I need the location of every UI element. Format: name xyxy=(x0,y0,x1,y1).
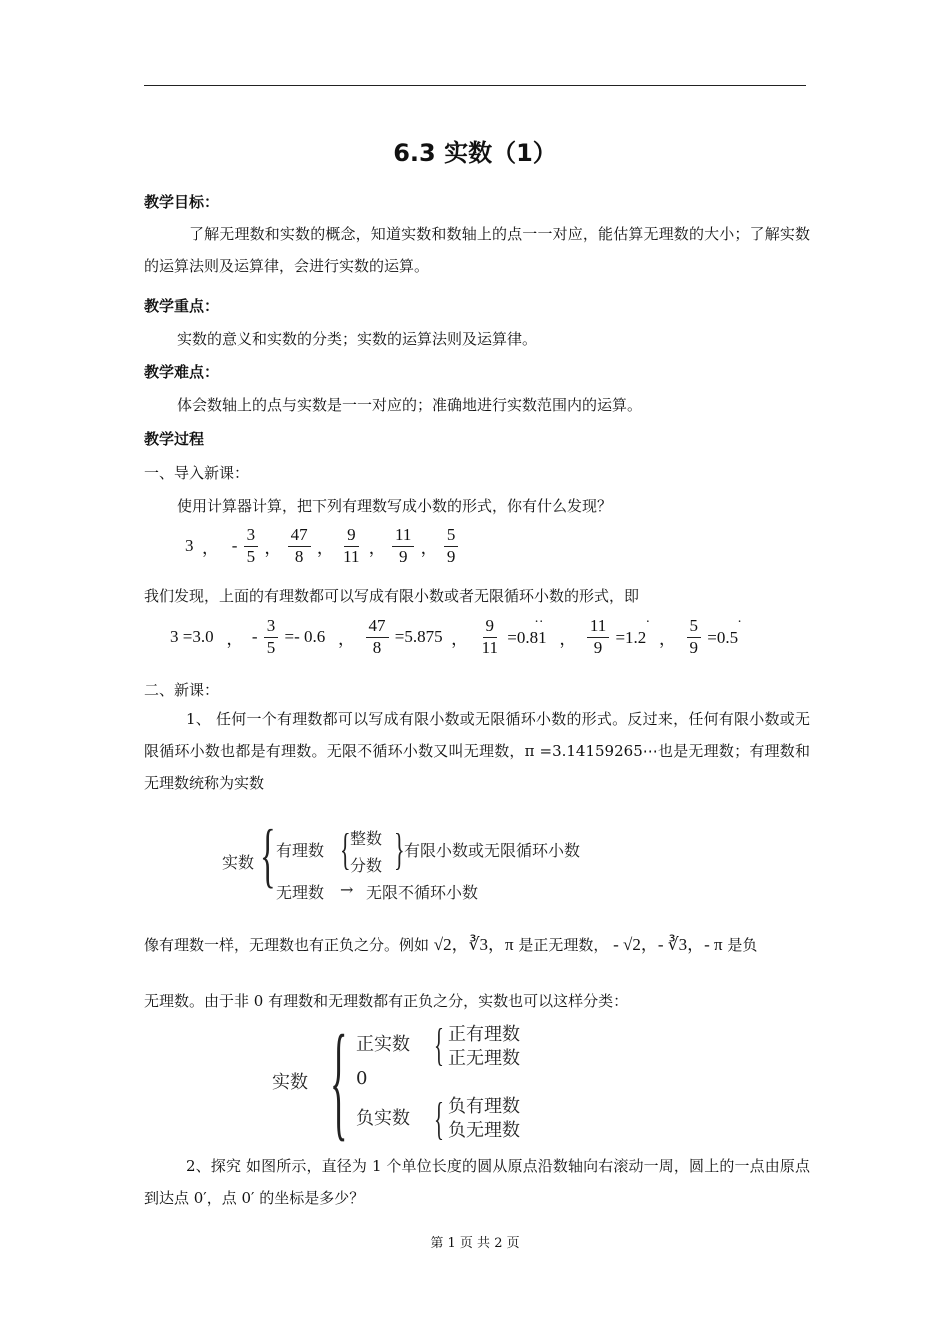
class1-sub-brace-right: } xyxy=(394,825,405,874)
negative-irrational-examples: - √2，- ∛3，- π xyxy=(613,935,723,954)
decimal-results: 3 =3.0 ， - $\frac{3}{5}$ =- 0.6 ， $\frac{47}{8}$ =5.875 ， $\frac{9}{11}$ =0.81 ·· ， $\frac{11}{9}$ =1.2 · ， $\frac{5}{9}$ =0.5 · xyxy=(170,614,742,657)
class2-neg-irrational: 负无理数 xyxy=(448,1120,520,1141)
result-4: =1.2 · xyxy=(615,614,651,647)
fraction-1: $\frac{3}{5}$ xyxy=(244,526,259,566)
point-2-text: 2、探究 如图所示，直径为 1 个单位长度的圆从原点沿数轴向右滚动一周，圆上的一点由原点到达点 0′，点 0′ 的坐标是多少？ xyxy=(144,1157,810,1207)
class1-irrational: 无理数 xyxy=(276,883,325,902)
result-0: 3 =3.0 xyxy=(170,627,214,647)
class1-fraction: 分数 xyxy=(350,856,383,875)
positive-irrational-examples: √2，∛3，π xyxy=(433,935,514,954)
page-footer: 第 1 页 共 2 页 xyxy=(430,1236,520,1251)
class2-brace: { xyxy=(330,1009,348,1153)
result-2: =5.875 xyxy=(394,627,443,647)
sign-text-line-2: 无理数。由于非 0 有理数和无理数都有正负之分，实数也可以这样分类： xyxy=(144,992,629,1010)
key-points-heading: 教学重点： xyxy=(144,297,220,315)
class2-pos-irrational: 正无理数 xyxy=(448,1048,520,1069)
difficulties-heading: 教学难点： xyxy=(144,363,220,381)
objectives-heading: 教学目标： xyxy=(144,193,220,211)
page-title: 6.3 实数（1） xyxy=(393,139,557,167)
number-3: 3 xyxy=(185,536,194,556)
result-3: =0.81 ·· xyxy=(507,614,547,647)
header-rule xyxy=(144,85,806,86)
fraction-list: 3 ， - $\frac{3}{5}$ ， $\frac{47}{8}$ ， $\frac{9}{11}$ ， $\frac{11}{9}$ ， $\frac{5}{9}$ xyxy=(185,526,460,566)
class2-positive: 正实数 xyxy=(356,1034,410,1055)
result-fraction-2: $\frac{47}{8}$ xyxy=(366,617,389,657)
finding-text: 我们发现，上面的有理数都可以写成有限小数或者无限循环小数的形式，即 xyxy=(144,587,640,605)
class1-irrational-desc: 无限不循环小数 xyxy=(366,883,479,902)
class2-pos-rational: 正有理数 xyxy=(448,1024,520,1045)
class1-integer: 整数 xyxy=(350,829,383,848)
classification-diagram-2 xyxy=(272,1009,612,1153)
task-text: 使用计算器计算，把下列有理数写成小数的形式，你有什么发现？ xyxy=(177,497,613,515)
classification-diagram-1 xyxy=(222,815,642,910)
class2-root: 实数 xyxy=(272,1072,308,1093)
class1-arrow: → xyxy=(340,880,354,899)
fraction-2: $\frac{47}{8}$ xyxy=(288,526,311,566)
fraction-5: $\frac{5}{9}$ xyxy=(444,526,459,566)
point-1-text: 1、 任何一个有理数都可以写成有限小数或无限循环小数的形式。反过来，任何有限小数或无限循环小数也都是有理数。无限不循环小数又叫无理数，π =3.14159265⋯也是无理数；有理数和无理数统称为实数 xyxy=(144,710,810,792)
result-fraction-3: $\frac{9}{11}$ xyxy=(481,616,498,657)
class2-negative: 负实数 xyxy=(356,1108,410,1129)
fraction-3: $\frac{9}{11}$ xyxy=(343,525,360,566)
result-5: =0.5 · xyxy=(707,614,742,647)
sign-text-line: 像有理数一样，无理数也有正负之分。例如 √2，∛3，π 是正无理数， - √2，- ∛3，- π 是负 xyxy=(144,935,758,954)
result-fraction-1: $\frac{3}{5}$ xyxy=(264,617,279,657)
result-fraction-4: $\frac{11}{9}$ xyxy=(587,617,609,657)
class1-sub-brace-left: { xyxy=(340,825,351,874)
process-heading: 教学过程 xyxy=(144,430,205,448)
difficulties-text: 体会数轴上的点与实数是一一对应的；准确地进行实数范围内的运算。 xyxy=(177,396,643,414)
key-points-text: 实数的意义和实数的分类；实数的运算法则及运算律。 xyxy=(177,330,538,348)
section-1-heading: 一、导入新课： xyxy=(144,464,250,482)
result-fraction-5: $\frac{5}{9}$ xyxy=(687,617,702,657)
fraction-1-sign: - xyxy=(231,536,238,556)
fraction-4: $\frac{11}{9}$ xyxy=(392,526,414,566)
class1-root: 实数 xyxy=(222,853,255,872)
result-1: =- 0.6 xyxy=(284,627,326,647)
class1-rational: 有理数 xyxy=(276,841,325,860)
class1-brace: { xyxy=(260,815,276,895)
class2-zero: 0 xyxy=(356,1068,368,1089)
class2-neg-rational: 负有理数 xyxy=(448,1096,520,1117)
class2-neg-brace: { xyxy=(434,1093,444,1144)
class2-pos-brace: { xyxy=(434,1019,444,1070)
section-2-heading: 二、新课： xyxy=(144,681,220,699)
class1-rational-desc: 有限小数或无限循环小数 xyxy=(404,841,581,860)
objectives-text: 了解无理数和实数的概念，知道实数和数轴上的点一一对应，能估算无理数的大小；了解实数的运算法则及运算律，会进行实数的运算。 xyxy=(144,225,810,275)
